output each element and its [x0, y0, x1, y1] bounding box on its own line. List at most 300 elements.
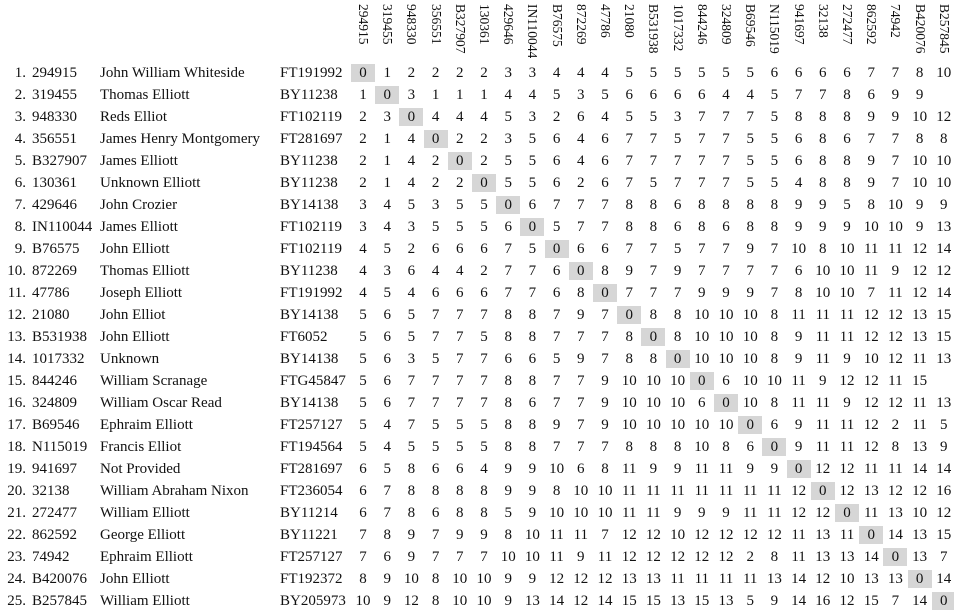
distance-cell: 7 — [480, 373, 488, 389]
column-header-label: 429646 — [500, 4, 516, 45]
distance-cell: 3 — [383, 109, 391, 125]
distance-cell: 4 — [383, 439, 391, 455]
distance-cell: 3 — [577, 87, 585, 103]
distance-cell: 3 — [528, 65, 537, 81]
distance-cell: 13 — [718, 593, 734, 609]
distance-cell: 2 — [480, 153, 488, 169]
distance-cell: 9 — [673, 461, 682, 477]
distance-cell: 6 — [456, 241, 464, 257]
distance-cell: 6 — [722, 373, 730, 389]
distance-cell: 9 — [915, 219, 924, 235]
distance-cell: 8 — [601, 461, 609, 477]
distance-cell: 14 — [863, 549, 879, 565]
distance-cell: 8 — [770, 197, 779, 213]
distance-cell: 9 — [722, 285, 730, 301]
distance-cell: 8 — [819, 175, 827, 191]
distance-cell: 8 — [770, 395, 779, 411]
distance-cell: 6 — [552, 131, 561, 147]
distance-cell: 10 — [791, 241, 807, 257]
column-header — [448, 4, 472, 60]
distance-cell: 7 — [649, 241, 658, 257]
distance-cell: 5 — [359, 329, 367, 345]
member-name: Unknown Elliott — [100, 175, 201, 191]
distance-cell: 11 — [888, 373, 903, 389]
row-number: 13. — [7, 329, 26, 345]
distance-cell: 10 — [500, 549, 516, 565]
distance-cell: 13 — [936, 351, 952, 367]
kit-id: B76575 — [32, 241, 80, 257]
distance-cell: 8 — [649, 351, 658, 367]
distance-cell: 9 — [577, 307, 585, 323]
haplogroup: FT102119 — [280, 241, 342, 257]
table-row — [0, 458, 954, 480]
distance-cell: 13 — [815, 527, 831, 543]
column-header-label: 844246 — [694, 4, 710, 45]
distance-cell: 9 — [528, 483, 537, 499]
distance-cell: 11 — [888, 461, 903, 477]
member-name: Ephraim Elliott — [100, 417, 193, 433]
distance-cell: 7 — [698, 109, 706, 125]
distance-cell: 5 — [673, 241, 682, 257]
distance-cell: 5 — [456, 197, 464, 213]
diagonal-cell: 0 — [496, 196, 520, 214]
distance-cell: 10 — [863, 351, 879, 367]
distance-cell: 9 — [456, 527, 464, 543]
distance-cell: 8 — [770, 329, 779, 345]
distance-cell: 7 — [577, 417, 585, 433]
column-header — [811, 4, 835, 60]
distance-cell: 10 — [718, 329, 734, 345]
distance-cell: 7 — [722, 175, 730, 191]
distance-cell: 10 — [597, 505, 613, 521]
member-name: William Scranage — [100, 373, 208, 389]
member-name: William Oscar Read — [100, 395, 222, 411]
diagonal-cell: 0 — [690, 372, 714, 390]
haplogroup: BY11214 — [280, 505, 338, 521]
distance-cell: 8 — [528, 307, 537, 323]
distance-cell: 6 — [528, 197, 537, 213]
distance-cell: 9 — [746, 461, 754, 477]
column-header — [351, 4, 375, 60]
distance-cell: 15 — [621, 593, 637, 609]
distance-cell: 1 — [383, 175, 391, 191]
distance-cell: 10 — [694, 351, 710, 367]
distance-cell: 8 — [649, 219, 658, 235]
distance-cell: 12 — [403, 593, 419, 609]
distance-cell: 10 — [452, 593, 468, 609]
distance-cell: 7 — [383, 505, 391, 521]
diagonal-cell: 0 — [932, 592, 954, 610]
kit-id: B69546 — [32, 417, 80, 433]
distance-cell: 7 — [698, 131, 706, 147]
distance-cell: 7 — [601, 219, 609, 235]
table-row — [0, 502, 954, 524]
distance-cell: 10 — [936, 175, 952, 191]
distance-cell: 6 — [552, 153, 561, 169]
distance-cell: 12 — [936, 505, 952, 521]
distance-cell: 10 — [839, 571, 855, 587]
distance-cell: 13 — [670, 593, 686, 609]
distance-cell: 8 — [407, 483, 416, 499]
row-number: 7. — [14, 197, 26, 213]
distance-cell: 3 — [407, 351, 416, 367]
distance-cell: 5 — [528, 153, 537, 169]
distance-cell: 11 — [718, 483, 734, 499]
distance-cell: 13 — [912, 549, 928, 565]
distance-cell: 14 — [936, 285, 952, 301]
distance-cell: 10 — [839, 241, 855, 257]
distance-cell: 9 — [504, 571, 512, 587]
distance-cell: 16 — [936, 483, 952, 499]
kit-id: 272477 — [32, 505, 77, 521]
distance-cell: 6 — [673, 197, 682, 213]
diagonal-cell: 0 — [787, 460, 811, 478]
distance-cell: 10 — [452, 571, 468, 587]
distance-cell: 7 — [552, 373, 561, 389]
distance-cell: 2 — [407, 65, 416, 81]
distance-cell: 5 — [552, 351, 561, 367]
distance-cell: 5 — [431, 351, 440, 367]
distance-cell: 8 — [746, 197, 754, 213]
column-header — [399, 4, 423, 60]
distance-cell: 12 — [839, 373, 855, 389]
haplogroup: BY11238 — [280, 263, 338, 279]
distance-cell: 6 — [528, 395, 537, 411]
distance-cell: 12 — [645, 527, 661, 543]
distance-cell: 3 — [431, 197, 440, 213]
distance-cell: 7 — [577, 395, 585, 411]
haplogroup: FT102119 — [280, 109, 342, 125]
distance-cell: 10 — [476, 571, 492, 587]
distance-cell: 8 — [746, 219, 754, 235]
distance-cell: 6 — [770, 417, 779, 433]
distance-cell: 11 — [767, 483, 782, 499]
distance-cell: 5 — [770, 153, 779, 169]
distance-cell: 12 — [863, 329, 879, 345]
distance-cell: 4 — [722, 87, 730, 103]
distance-cell: 13 — [912, 527, 928, 543]
distance-cell: 9 — [673, 263, 682, 279]
distance-cell: 15 — [694, 593, 710, 609]
distance-cell: 10 — [912, 153, 928, 169]
distance-cell: 15 — [936, 307, 952, 323]
distance-cell: 10 — [670, 527, 686, 543]
column-header-label: B531938 — [646, 4, 662, 54]
distance-cell: 12 — [887, 483, 903, 499]
distance-cell: 8 — [528, 329, 537, 345]
distance-cell: 2 — [480, 263, 488, 279]
distance-cell: 9 — [867, 153, 875, 169]
distance-cell: 7 — [891, 153, 900, 169]
distance-cell: 12 — [573, 593, 589, 609]
distance-cell: 8 — [770, 219, 779, 235]
distance-cell: 8 — [794, 285, 803, 301]
distance-cell: 8 — [480, 483, 488, 499]
kit-id: B257845 — [32, 593, 88, 609]
distance-cell: 11 — [839, 417, 855, 433]
distance-cell: 11 — [863, 461, 879, 477]
distance-cell: 5 — [528, 241, 537, 257]
distance-cell: 15 — [936, 329, 952, 345]
distance-cell: 13 — [815, 549, 831, 565]
distance-cell: 5 — [359, 395, 367, 411]
kit-id: B327907 — [32, 153, 88, 169]
diagonal-cell: 0 — [351, 64, 375, 82]
distance-cell: 9 — [552, 417, 561, 433]
distance-cell: 11 — [549, 549, 564, 565]
distance-cell: 11 — [549, 527, 564, 543]
haplogroup: FT194564 — [280, 439, 343, 455]
distance-cell: 12 — [597, 571, 613, 587]
distance-cell: 6 — [359, 505, 367, 521]
kit-id: 324809 — [32, 395, 77, 411]
distance-cell: 9 — [407, 527, 416, 543]
distance-cell: 7 — [770, 263, 779, 279]
distance-cell: 14 — [791, 593, 807, 609]
distance-cell: 1 — [383, 131, 391, 147]
distance-cell: 9 — [746, 285, 754, 301]
column-header-label: 21080 — [621, 4, 637, 38]
distance-cell: 7 — [456, 351, 464, 367]
distance-cell: 13 — [936, 395, 952, 411]
distance-cell: 9 — [891, 87, 900, 103]
row-number: 9. — [14, 241, 26, 257]
diagonal-cell: 0 — [762, 438, 786, 456]
row-number: 22. — [7, 527, 26, 543]
distance-cell: 4 — [577, 131, 585, 147]
table-row — [0, 128, 954, 150]
haplogroup: BY14138 — [280, 307, 339, 323]
distance-cell: 10 — [355, 593, 371, 609]
distance-cell: 10 — [524, 527, 540, 543]
row-number: 24. — [7, 571, 26, 587]
table-row — [0, 260, 954, 282]
distance-cell: 10 — [621, 417, 637, 433]
distance-cell: 8 — [673, 329, 682, 345]
haplogroup: BY205973 — [280, 593, 346, 609]
distance-cell: 1 — [359, 87, 367, 103]
column-header — [762, 4, 786, 60]
distance-cell: 11 — [694, 571, 710, 587]
haplogroup: BY14138 — [280, 351, 339, 367]
distance-cell: 5 — [407, 329, 416, 345]
distance-cell: 6 — [383, 307, 391, 323]
distance-cell: 8 — [625, 219, 633, 235]
distance-cell: 9 — [577, 549, 585, 565]
distance-cell: 6 — [383, 549, 391, 565]
distance-cell: 12 — [815, 571, 831, 587]
kit-id: 948330 — [32, 109, 77, 125]
diagonal-cell: 0 — [617, 306, 641, 324]
distance-cell: 7 — [577, 219, 585, 235]
distance-cell: 12 — [863, 307, 879, 323]
distance-cell: 2 — [431, 175, 440, 191]
distance-cell: 5 — [552, 219, 561, 235]
distance-cell: 10 — [936, 65, 952, 81]
distance-cell: 8 — [770, 351, 779, 367]
distance-cell: 4 — [359, 285, 367, 301]
distance-cell: 5 — [456, 417, 464, 433]
distance-cell: 8 — [843, 109, 851, 125]
column-header-label: IN110044 — [525, 4, 541, 59]
diagonal-cell: 0 — [593, 284, 617, 302]
distance-cell: 10 — [742, 395, 758, 411]
distance-cell: 8 — [504, 527, 512, 543]
distance-cell: 11 — [791, 395, 806, 411]
row-number: 20. — [7, 483, 26, 499]
distance-cell: 10 — [887, 197, 903, 213]
distance-cell: 6 — [359, 461, 367, 477]
member-name: Thomas Elliott — [100, 87, 190, 103]
distance-cell: 12 — [791, 483, 807, 499]
haplogroup: FT191992 — [280, 65, 343, 81]
distance-cell: 10 — [549, 505, 565, 521]
distance-cell: 7 — [867, 65, 875, 81]
distance-cell: 9 — [383, 571, 391, 587]
table-row — [0, 568, 954, 590]
distance-cell: 8 — [552, 483, 561, 499]
diagonal-cell: 0 — [375, 86, 399, 104]
column-header-label: 272477 — [839, 4, 855, 45]
distance-cell: 6 — [383, 351, 391, 367]
distance-cell: 11 — [791, 373, 806, 389]
distance-cell: 7 — [601, 197, 609, 213]
distance-cell: 9 — [625, 263, 633, 279]
distance-cell: 8 — [673, 439, 682, 455]
distance-cell: 13 — [912, 307, 928, 323]
distance-cell: 7 — [794, 87, 803, 103]
distance-cell: 9 — [770, 593, 779, 609]
distance-cell: 12 — [912, 263, 928, 279]
distance-cell: 5 — [649, 175, 658, 191]
diagonal-cell: 0 — [835, 504, 859, 522]
row-number: 8. — [14, 219, 26, 235]
distance-cell: 6 — [770, 65, 779, 81]
distance-cell: 10 — [645, 417, 661, 433]
distance-cell: 8 — [698, 197, 706, 213]
distance-cell: 7 — [625, 131, 633, 147]
distance-cell: 8 — [843, 175, 851, 191]
distance-cell: 15 — [912, 373, 928, 389]
distance-cell: 10 — [718, 417, 734, 433]
distance-cell: 6 — [601, 131, 609, 147]
distance-cell: 11 — [742, 571, 758, 587]
table-row — [0, 150, 954, 172]
distance-cell: 15 — [645, 593, 661, 609]
distance-cell: 8 — [625, 439, 633, 455]
distance-cell: 8 — [649, 439, 658, 455]
diagonal-cell: 0 — [641, 328, 665, 346]
kit-id: 319455 — [32, 87, 77, 103]
column-header — [835, 4, 859, 60]
distance-cell: 6 — [794, 131, 803, 147]
distance-cell: 11 — [670, 483, 685, 499]
row-number: 1. — [14, 65, 26, 81]
table-row — [0, 414, 954, 436]
distance-cell: 5 — [940, 417, 948, 433]
distance-cell: 6 — [794, 153, 803, 169]
distance-cell: 14 — [597, 593, 613, 609]
distance-cell: 6 — [407, 263, 416, 279]
distance-cell: 10 — [815, 263, 831, 279]
distance-cell: 6 — [649, 87, 658, 103]
distance-cell: 5 — [456, 219, 464, 235]
distance-cell: 6 — [431, 285, 440, 301]
distance-cell: 6 — [673, 219, 682, 235]
distance-cell: 11 — [912, 395, 927, 411]
distance-cell: 8 — [819, 131, 827, 147]
distance-cell: 2 — [891, 417, 900, 433]
distance-cell: 7 — [649, 285, 658, 301]
distance-cell: 6 — [867, 87, 875, 103]
distance-cell: 7 — [456, 373, 464, 389]
column-header — [520, 4, 544, 60]
distance-cell: 1 — [431, 87, 440, 103]
distance-cell: 5 — [746, 65, 754, 81]
distance-cell: 5 — [770, 131, 779, 147]
distance-cell: 6 — [746, 439, 754, 455]
distance-cell: 12 — [621, 549, 637, 565]
distance-cell: 2 — [359, 131, 367, 147]
distance-cell: 8 — [625, 329, 633, 345]
distance-cell: 7 — [891, 593, 900, 609]
distance-cell: 12 — [839, 461, 855, 477]
haplogroup: FT6052 — [280, 329, 328, 345]
distance-cell: 9 — [843, 351, 851, 367]
distance-cell: 7 — [407, 395, 416, 411]
distance-cell: 7 — [456, 329, 464, 345]
distance-cell: 7 — [698, 175, 706, 191]
distance-cell: 7 — [673, 153, 682, 169]
distance-cell: 4 — [383, 219, 391, 235]
distance-cell: 6 — [698, 395, 706, 411]
kit-id: 130361 — [32, 175, 77, 191]
distance-cell: 10 — [839, 263, 855, 279]
column-header — [932, 4, 954, 60]
distance-cell: 5 — [504, 175, 512, 191]
distance-cell: 10 — [645, 373, 661, 389]
distance-cell: 11 — [767, 505, 782, 521]
member-name: Ephraim Elliott — [100, 549, 193, 565]
distance-cell: 11 — [646, 505, 661, 521]
distance-cell: 5 — [480, 417, 488, 433]
distance-cell: 4 — [601, 65, 609, 81]
distance-cell: 2 — [431, 153, 440, 169]
row-number: 11. — [7, 285, 26, 301]
kit-id: 429646 — [32, 197, 77, 213]
distance-cell: 9 — [601, 417, 609, 433]
distance-cell: 5 — [673, 131, 682, 147]
distance-cell: 5 — [383, 285, 391, 301]
member-name: George Elliott — [100, 527, 186, 543]
member-name: James Elliott — [100, 219, 178, 235]
distance-cell: 10 — [718, 307, 734, 323]
kit-id: 32138 — [32, 483, 70, 499]
distance-cell: 11 — [839, 439, 855, 455]
distance-cell: 6 — [601, 153, 609, 169]
column-header-label: 862592 — [863, 4, 879, 45]
distance-cell: 4 — [577, 153, 585, 169]
distance-cell: 7 — [722, 109, 730, 125]
distance-cell: 8 — [819, 241, 827, 257]
row-number: 25. — [7, 593, 26, 609]
distance-cell: 6 — [431, 461, 440, 477]
distance-cell: 6 — [504, 219, 512, 235]
distance-cell: 11 — [815, 329, 831, 345]
distance-cell: 11 — [573, 527, 589, 543]
table-row — [0, 84, 954, 106]
distance-cell: 8 — [867, 197, 875, 213]
